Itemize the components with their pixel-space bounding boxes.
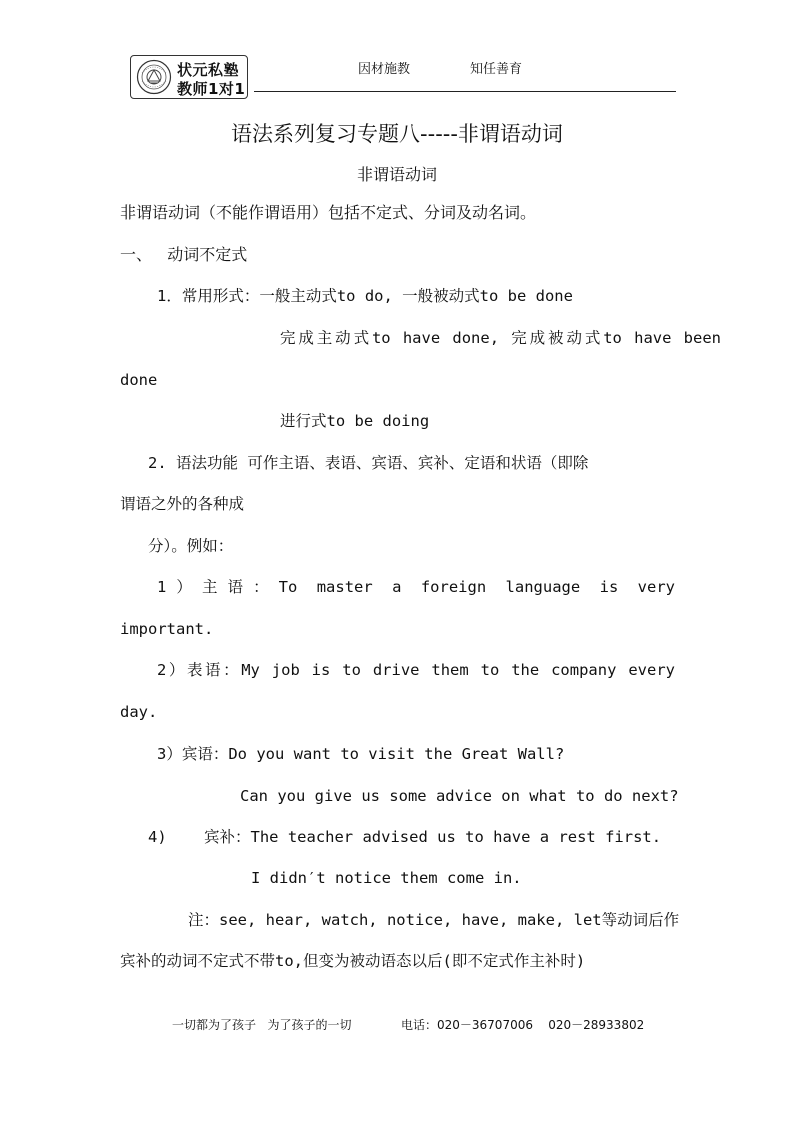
seal-emblem-icon <box>136 59 172 95</box>
example-4-b: I didn′t notice them come in. <box>251 869 522 887</box>
forms-line-3: 进行式to be doing <box>280 412 430 430</box>
footer-slogan: 一切都为了孩子 为了孩子的一切 <box>172 1018 352 1032</box>
intro-line: 非谓语动词（不能作谓语用）包括不定式、分词及动名词。 <box>120 203 537 222</box>
footer-phone: 电话：020－36707006 020－28933802 <box>401 1018 645 1032</box>
example-3: 3）宾语：Do you want to visit the Great Wall? <box>157 745 565 763</box>
note-line-1: 注：see, hear, watch, notice, have, make, let等动词后作 <box>188 911 680 929</box>
logo-text-line2: 教师1对1 <box>177 80 246 98</box>
example-3-b: Can you give us some advice on what to do next? <box>240 787 679 805</box>
forms-line-1: 1．常用形式：一般主动式to do, 一般被动式to be done <box>157 287 573 305</box>
example-2-continued: day. <box>120 703 158 721</box>
logo-text-line1: 状元私塾 <box>177 61 240 79</box>
forms-line-2-continued: done <box>120 371 158 389</box>
school-logo <box>130 55 248 99</box>
header-motto-2: 知任善育 <box>470 62 523 77</box>
example-1-continued: important. <box>120 620 214 638</box>
document-title: 语法系列复习专题八-----非谓语动词 <box>231 122 563 146</box>
header-motto-1: 因材施教 <box>358 62 411 77</box>
function-line-1: 2. 语法功能 可作主语、表语、宾语、宾补、定语和状语（即除 <box>148 454 589 472</box>
header-divider <box>254 91 676 92</box>
example-1: 1）主语：To master a foreign language is very <box>157 578 675 596</box>
forms-line-2: 完成主动式to have done, 完成被动式to have been <box>280 329 721 347</box>
function-line-3: 分）。例如： <box>148 537 234 555</box>
function-line-2: 谓语之外的各种成 <box>120 495 245 513</box>
note-line-2: 宾补的动词不定式不带to,但变为被动语态以后(即不定式作主补时) <box>120 952 586 970</box>
document-subtitle: 非谓语动词 <box>356 165 437 184</box>
example-4: 4) 宾补：The teacher advised us to have a rest first. <box>148 828 662 846</box>
section-heading: 一、 动词不定式 <box>120 245 248 264</box>
example-2: 2）表语：My job is to drive them to the company every <box>157 661 675 679</box>
